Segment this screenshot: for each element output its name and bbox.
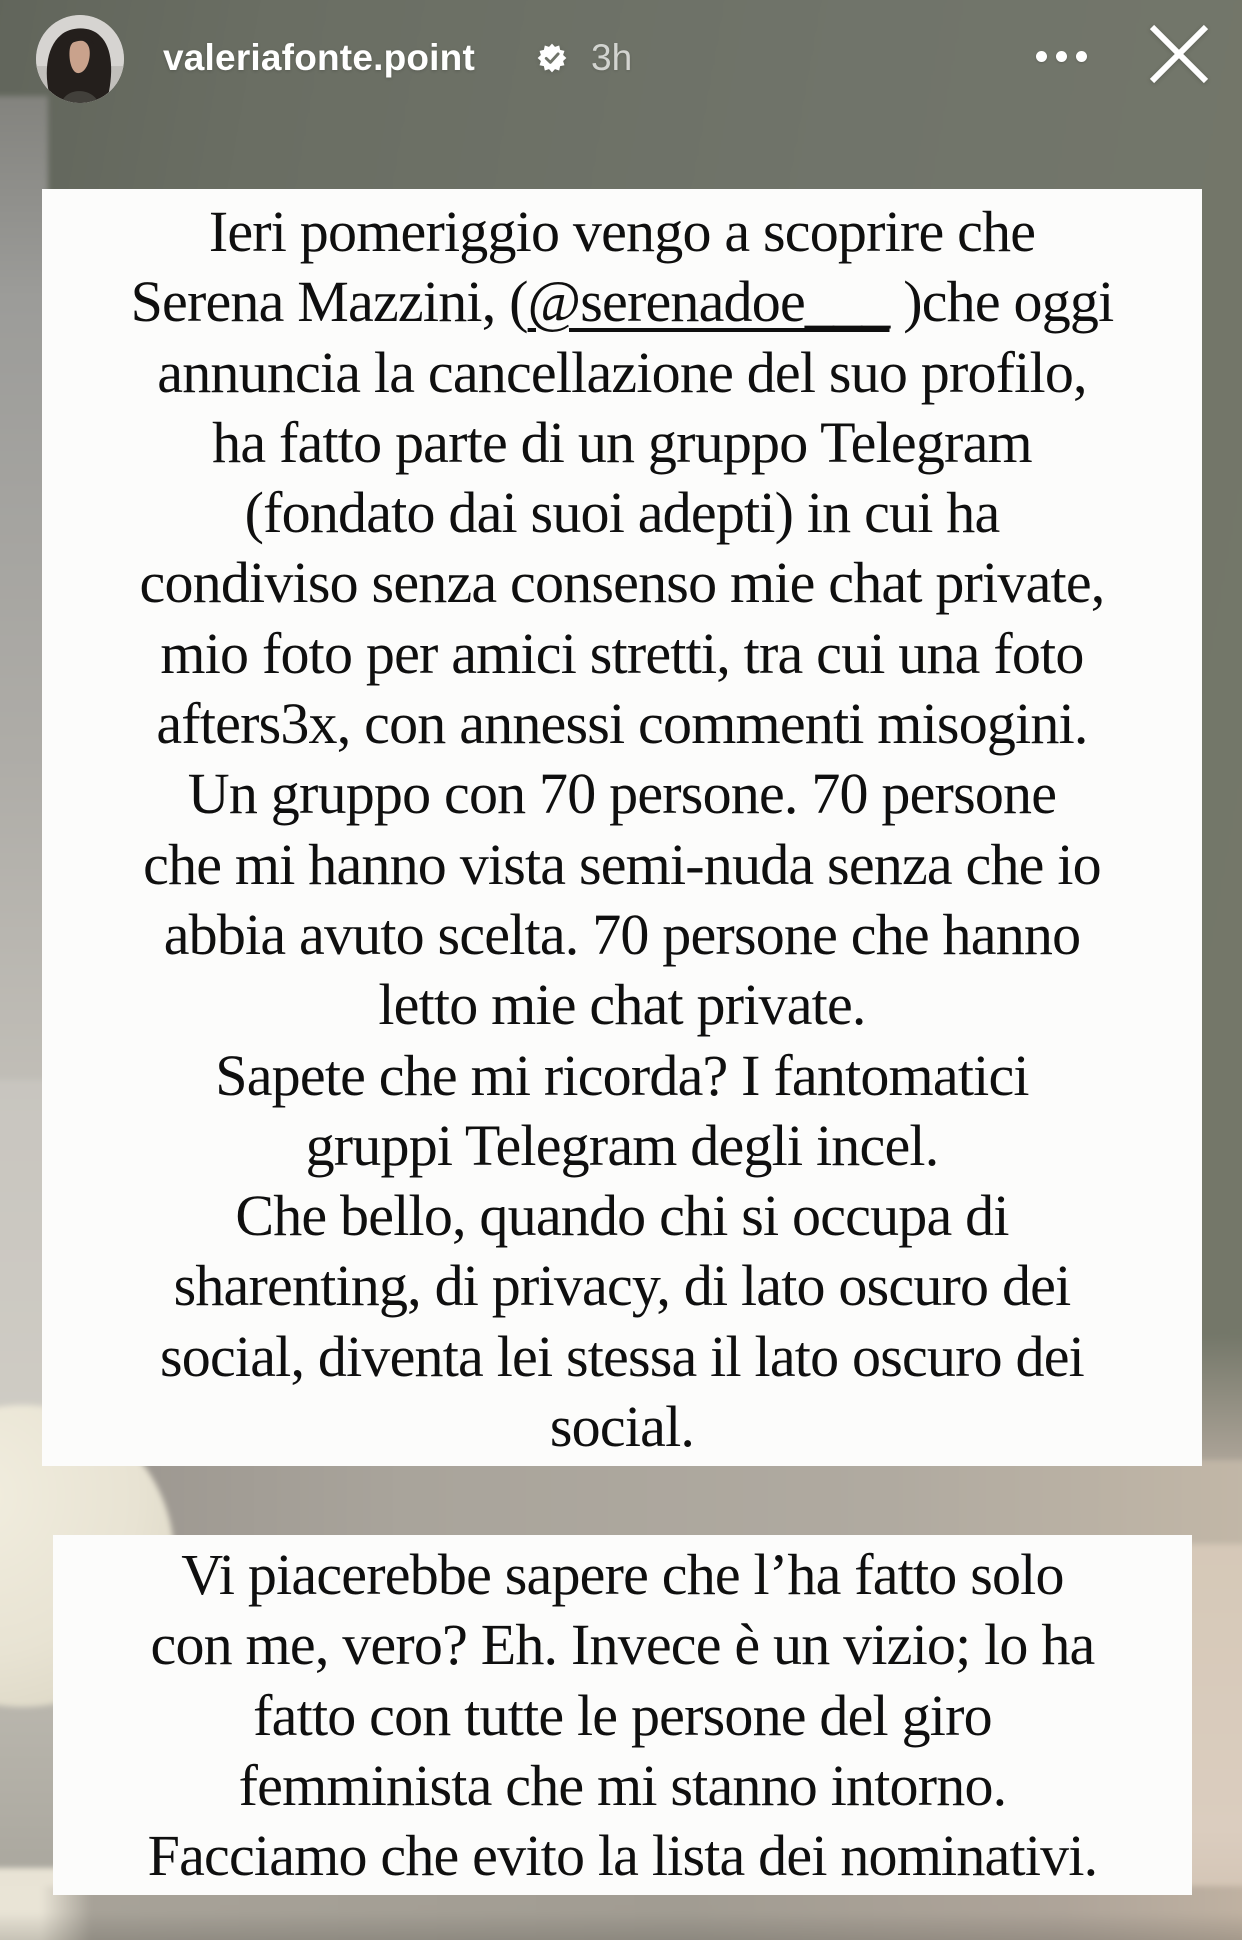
verified-icon — [537, 43, 567, 73]
close-icon — [1143, 18, 1215, 90]
more-icon — [1056, 51, 1067, 62]
story-text-line: abbia avuto scelta. 70 persone che hanno — [163, 901, 1081, 967]
more-icon — [1036, 51, 1047, 62]
story-text-line: Vi piacerebbe sapere che l’ha fatto solo — [181, 1542, 1064, 1607]
story-text-line: che mi hanno vista semi-nuda senza che io — [143, 831, 1101, 897]
story-header — [0, 0, 1242, 132]
text-segment: Serena Mazzini, ( — [130, 269, 528, 335]
story-text-line: Facciamo che evito la lista dei nominativi. — [147, 1823, 1098, 1889]
story-text-line: (fondato dai suoi adepti) in cui ha — [244, 480, 1000, 546]
story-text-line — [131, 267, 1114, 337]
avatar[interactable] — [36, 15, 124, 103]
story-text-line: social. — [549, 1394, 695, 1460]
story-text-line: Un gruppo con 70 persone. 70 persone — [187, 761, 1057, 827]
more-options-button[interactable] — [1028, 24, 1094, 88]
story-text-card-1 — [42, 189, 1202, 1466]
background-wall-left — [0, 96, 48, 1106]
story-text-line: femminista che mi stanno intorno. — [238, 1752, 1007, 1818]
story-text-line: letto mie chat private. — [378, 972, 866, 1038]
story-text-line: con me, vero? Eh. Invece è un vizio; lo ha — [150, 1612, 1095, 1678]
background-bottom-shade — [0, 1912, 1242, 1940]
text-segment: )che oggi — [889, 269, 1114, 335]
story-text-line: ha fatto parte di un gruppo Telegram — [212, 409, 1032, 475]
story-text-line: mio foto per amici stretti, tra cui una foto — [160, 620, 1084, 686]
story-text-card-2 — [53, 1535, 1192, 1895]
more-icon — [1076, 51, 1087, 62]
story-text-line: Che bello, quando chi si occupa di — [235, 1183, 1009, 1249]
avatar-image — [36, 15, 124, 103]
story-text-line: fatto con tutte le persone del giro — [253, 1682, 992, 1748]
story-text-line: social, diventa lei stessa il lato oscuro dei — [160, 1323, 1084, 1389]
username[interactable]: valeriafonte.point — [163, 37, 475, 78]
story-text-line: gruppi Telegram degli incel. — [305, 1112, 939, 1178]
story-text-line: sharenting, di privacy, di lato oscuro dei — [173, 1253, 1071, 1319]
mention-link[interactable]: @serenadoe___ — [527, 269, 890, 335]
story-text-line: annuncia la cancellazione del suo profilo, — [157, 339, 1087, 405]
story-text-line: afters3x, con annessi commenti misogini. — [156, 691, 1088, 757]
close-button[interactable] — [1143, 18, 1215, 90]
background-gap-band — [42, 1460, 1242, 1544]
story-text-line: Sapete che mi ricorda? I fantomatici — [215, 1042, 1029, 1108]
story-text-line: Ieri pomeriggio vengo a scoprire che — [208, 199, 1036, 264]
timestamp: 3h — [591, 37, 633, 78]
story-text-line: condiviso senza consenso mie chat private, — [139, 550, 1105, 616]
